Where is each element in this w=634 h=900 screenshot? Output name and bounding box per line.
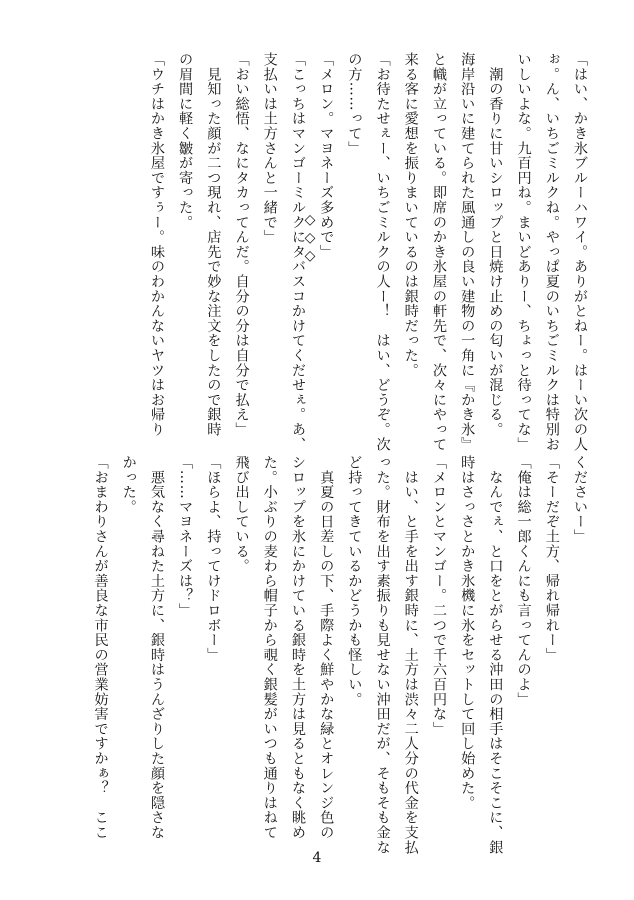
- text-line: シロップを氷にかけている銀時を土方は見るともなく眺め: [289, 455, 306, 840]
- text-line: 「メロン。マヨネーズ多めで」: [318, 52, 335, 260]
- text-line: 「お待たせぇー、いちごミルクの人ー！ はい、どうぞ。次: [374, 52, 391, 452]
- text-line: 「こっちはマンゴーミルクにタバスコかけてくだせぇ。あ、: [289, 52, 306, 452]
- text-line: ど持ってきているかどうかも怪しい。: [346, 455, 363, 707]
- page-number: 4: [312, 850, 322, 866]
- text-line: の方……って」: [346, 52, 363, 156]
- text-line: 来る客に愛想を振りまいているのは銀時だった。: [402, 52, 419, 378]
- text-line: 「おまわりさんが善良な市民の営業妨害ですかぁ？ ここ: [92, 455, 109, 840]
- text-block-bottom: [86, 455, 594, 855]
- text-line: 「はい、かき氷ブルーハワイ。ありがとねー。はーい次の人: [572, 52, 588, 452]
- text-line: 「俺は総一郎くんにも言ってんのよ」: [515, 455, 532, 707]
- text-line: 悪気なく尋ねた土方に、銀時はうんざりした顔を隠さな: [148, 455, 165, 840]
- text-line: 潮の香りに甘いシロップと日焼け止めの匂いが混じる。: [487, 52, 504, 437]
- text-line: の眉間に軽く皺が寄った。: [177, 52, 194, 230]
- text-line: 「おい総悟、なにタカってんだ。自分の分は自分で払え」: [233, 52, 250, 437]
- text-line: かった。: [120, 455, 137, 515]
- text-line: 「そーだぞ土方、帰れ帰れー」: [543, 455, 560, 663]
- text-line: 真夏の日差しの下、手際よく鮮やかな緑とオレンジ色の: [318, 455, 335, 840]
- text-line: 海岸沿いに建てられた風通しの良い建物の一角に『かき氷』: [459, 52, 476, 452]
- text-block-top: [143, 52, 594, 452]
- text-line: た。小ぶりの麦わら帽子から覗く銀髪がいつも通りはねて: [261, 455, 278, 840]
- text-line: 「ほらよ、持ってけドロボー」: [205, 455, 222, 663]
- text-line: った。財布を出す素振りも見せない沖田だが、そもそも金な: [374, 455, 391, 855]
- text-line: 時はさっさとかき氷機に氷をセットして回し始めた。: [459, 455, 476, 811]
- text-line: 支払いは土方さんと一緒で」: [261, 52, 278, 245]
- text-line: と幟が立っている。即席のかき氷屋の軒先で、次々にやって: [430, 52, 447, 452]
- text-line: いしいよな。九百円ね。まいどありー、ちょっと待ってな」: [515, 52, 532, 452]
- text-line: 「ウチはかき氷屋ですぅー。味のわかんないヤツはお帰り: [148, 52, 165, 437]
- text-line: はい、と手を出す銀時に、土方は渋々二人分の代金を支払: [402, 455, 419, 855]
- text-line: 「……マヨネーズは？」: [177, 455, 194, 618]
- text-line: ぉ。ん、いちごミルクね。やっぱ夏のいちごミルクは特別お: [543, 52, 560, 452]
- text-line: なんでぇ、と口をとがらせる沖田の相手はそこそこに、銀: [487, 455, 504, 855]
- text-line: 飛び出している。: [233, 455, 250, 574]
- section-divider: ◇◇◇: [302, 212, 318, 266]
- text-line: くださいー」: [572, 455, 588, 544]
- text-line: 「メロンとマンゴー。二つで千六百円な」: [430, 455, 447, 737]
- text-line: 見知った顔が二つ現れ、店先で妙な注文をしたので銀時: [205, 52, 222, 437]
